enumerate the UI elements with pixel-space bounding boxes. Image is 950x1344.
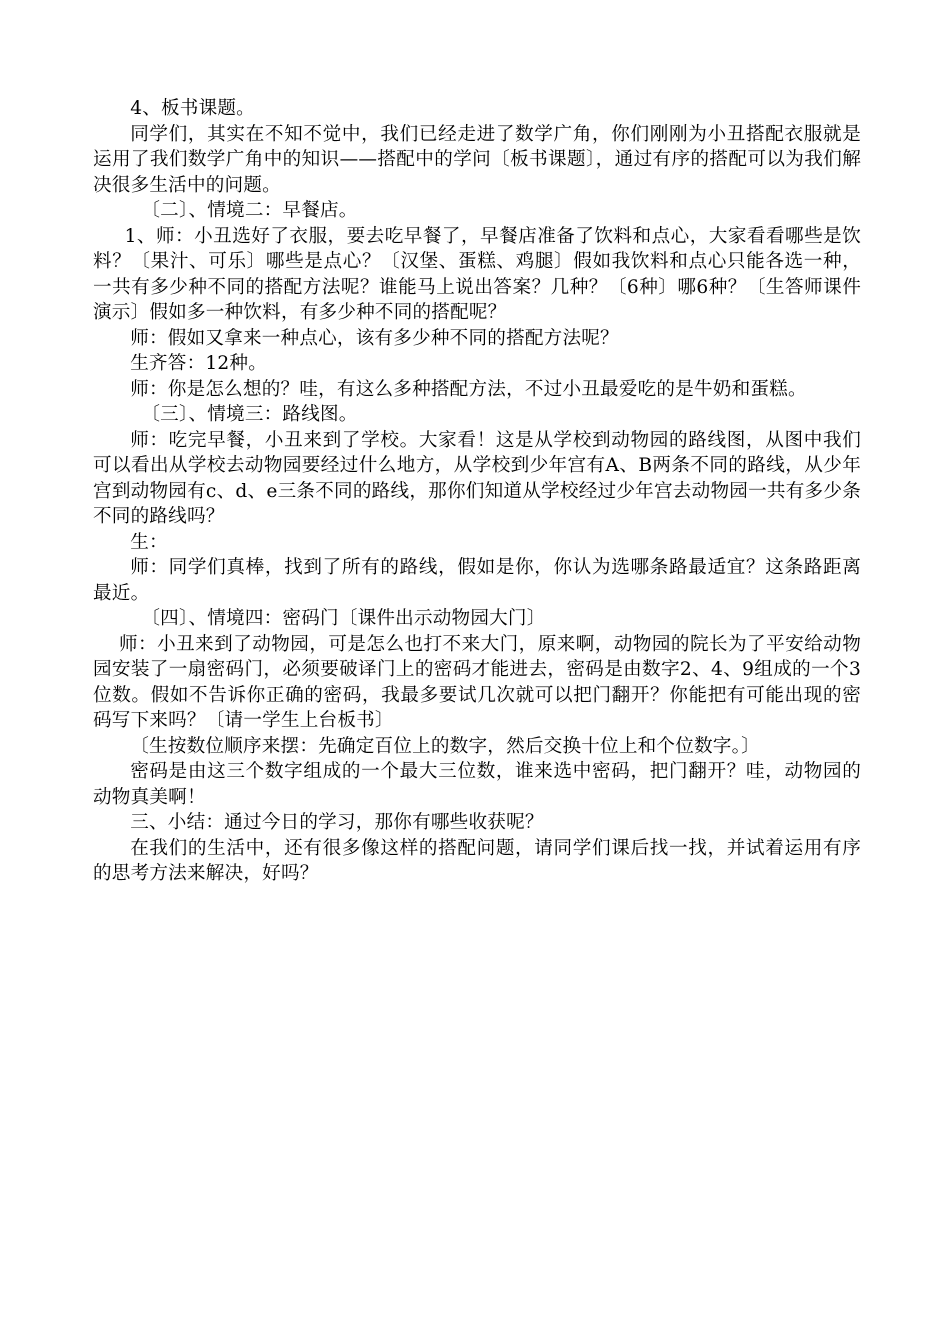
paragraph-closing: 在我们的生活中，还有很多像这样的搭配问题，请同学们课后找一找，并试着运用有序的思考方法来解决，好吗？: [93, 837, 861, 884]
paragraph-breakfast: 1、师：小丑选好了衣服，要去吃早餐了，早餐店准备了饮料和点心，大家看看哪些是饮料？〔果汁、可乐〕哪些是点心？〔汉堡、蛋糕、鸡腿〕假如我饮料和点心只能各选一种，一共有多少种不同的搭配方法呢？谁能马上说出答案？几种？〔6种〕哪6种？〔生答师课件演示〕假如多一种饮料，有多少种不同的搭配呢？: [93, 225, 861, 323]
paragraph-teacher-comment: 师：你是怎么想的？哇，有这么多种搭配方法，不过小丑最爱吃的是牛奶和蛋糕。: [130, 378, 807, 400]
document-body: [93, 96, 861, 887]
paragraph-password-door: 师：小丑来到了动物园，可是怎么也打不来大门，原来啊，动物园的院长为了平安给动物园安装了一扇密码门，必须要破译门上的密码才能进去，密码是由数字2、4、9组成的一个3位数。假如不告诉你正确的密码，我最多要试几次就可以把门翻开？你能把有可能出现的密码写下来吗？〔请一学生上台板书〕: [93, 633, 861, 731]
paragraph-teacher-praise: 师：同学们真棒，找到了所有的路线，假如是你，你认为选哪条路最适宜？这条路距离最近。: [93, 557, 861, 604]
paragraph-student: 生：: [130, 531, 168, 553]
heading-scene-three: 〔三〕、情境三：路线图。: [141, 404, 358, 425]
paragraph-password-answer: 密码是由这三个数字组成的一个最大三位数，谁来选中密码，把门翻开？哇，动物园的动物真美啊！: [93, 761, 861, 808]
paragraph-student-answer: 生齐答：12种。: [130, 353, 268, 374]
heading-scene-four: 〔四〕、情境四：密码门〔课件出示动物园大门〕: [141, 608, 546, 629]
heading-scene-two: 〔二〕、情境二：早餐店。: [141, 200, 358, 221]
paragraph-board-title: 4、板书课题。: [130, 98, 255, 119]
paragraph-route-map: 师：吃完早餐，小丑来到了学校。大家看！这是从学校到动物园的路线图，从图中我们可以看出从学校去动物园要经过什么地方，从学校到少年宫有A、B两条不同的路线，从少年宫到动物园有c、d、e三条不同的路线，那你们知道从学校经过少年宫去动物园一共有多少条不同的路线吗？: [93, 429, 861, 527]
paragraph-teacher-question: 师：假如又拿来一种点心，该有多少种不同的搭配方法呢？: [130, 327, 619, 349]
heading-summary: 三、小结：通过今日的学习，那你有哪些收获呢？: [130, 812, 544, 833]
paragraph-student-arrange: 〔生按数位顺序来摆：先确定百位上的数字，然后交换十位上和个位数字。〕: [130, 735, 760, 757]
paragraph-intro: 同学们，其实在不知不觉中，我们已经走进了数学广角，你们刚刚为小丑搭配衣服就是运用了我们数学广角中的知识——搭配中的学问〔板书课题〕，通过有序的搭配可以为我们解决很多生活中的问题。: [93, 123, 861, 196]
